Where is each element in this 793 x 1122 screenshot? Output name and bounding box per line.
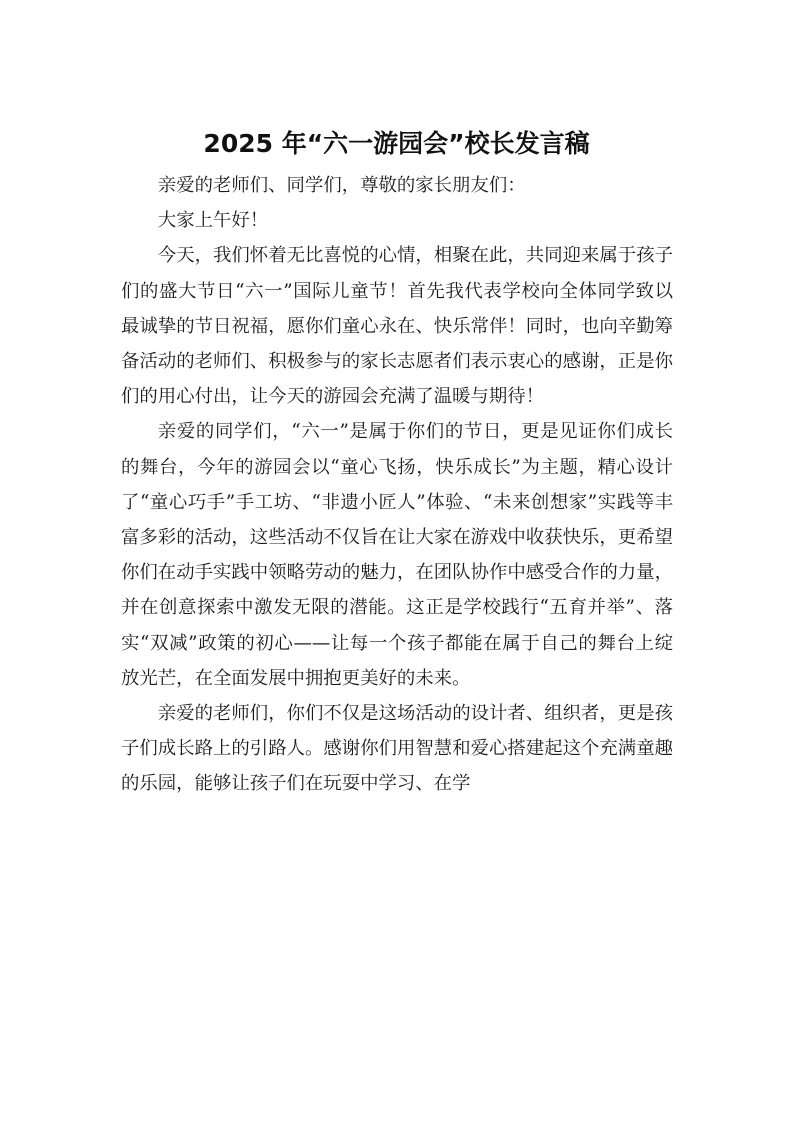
paragraph-opening: 今天，我们怀着无比喜悦的心情，相聚在此，共同迎来属于孩子们的盛大节日“六一”国际儿童节！首先我代表学校向全体同学致以最诚挚的节日祝福，愿你们童心永在、快乐常伴！同时，也向辛勤筹备活动的老师们、积极参与的家长志愿者们表示衷心的感谢，正是你们的用心付出，让今天的游园会充满了温暖与期待！	[121, 245, 673, 408]
paragraph-salutation: 亲爱的老师们、同学们，尊敬的家长朋友们：	[157, 175, 526, 196]
paragraph-teachers: 亲爱的老师们，你们不仅是这场活动的设计者、组织者，更是孩子们成长路上的引路人。感谢你们用智慧和爱心搭建起这个充满童趣的乐园，能够让孩子们在玩耍中学习、在学	[121, 703, 673, 795]
paragraph-greeting: 大家上午好！	[157, 210, 269, 232]
document-body	[121, 168, 673, 802]
paragraph-students: 亲爱的同学们，“六一”是属于你们的节日，更是见证你们成长的舞台，今年的游园会以“童心飞扬，快乐成长”为主题，精心设计了“童心巧手”手工坊、“非遗小匠人”体验、“未来创想家”实践等丰富多彩的活动，这些活动不仅旨在让大家在游戏中收获快乐，更希望你们在动手实践中领略劳动的魅力，在团队协作中感受合作的力量，并在创意探索中激发无限的潜能。这正是学校践行“五育并举”、落实“双减”政策的初心——让每一个孩子都能在属于自己的舞台上绽放光芒，在全面发展中拥抱更美好的未来。	[121, 421, 673, 689]
document-title: 2025 年“六一游园会”校长发言稿	[203, 129, 590, 158]
